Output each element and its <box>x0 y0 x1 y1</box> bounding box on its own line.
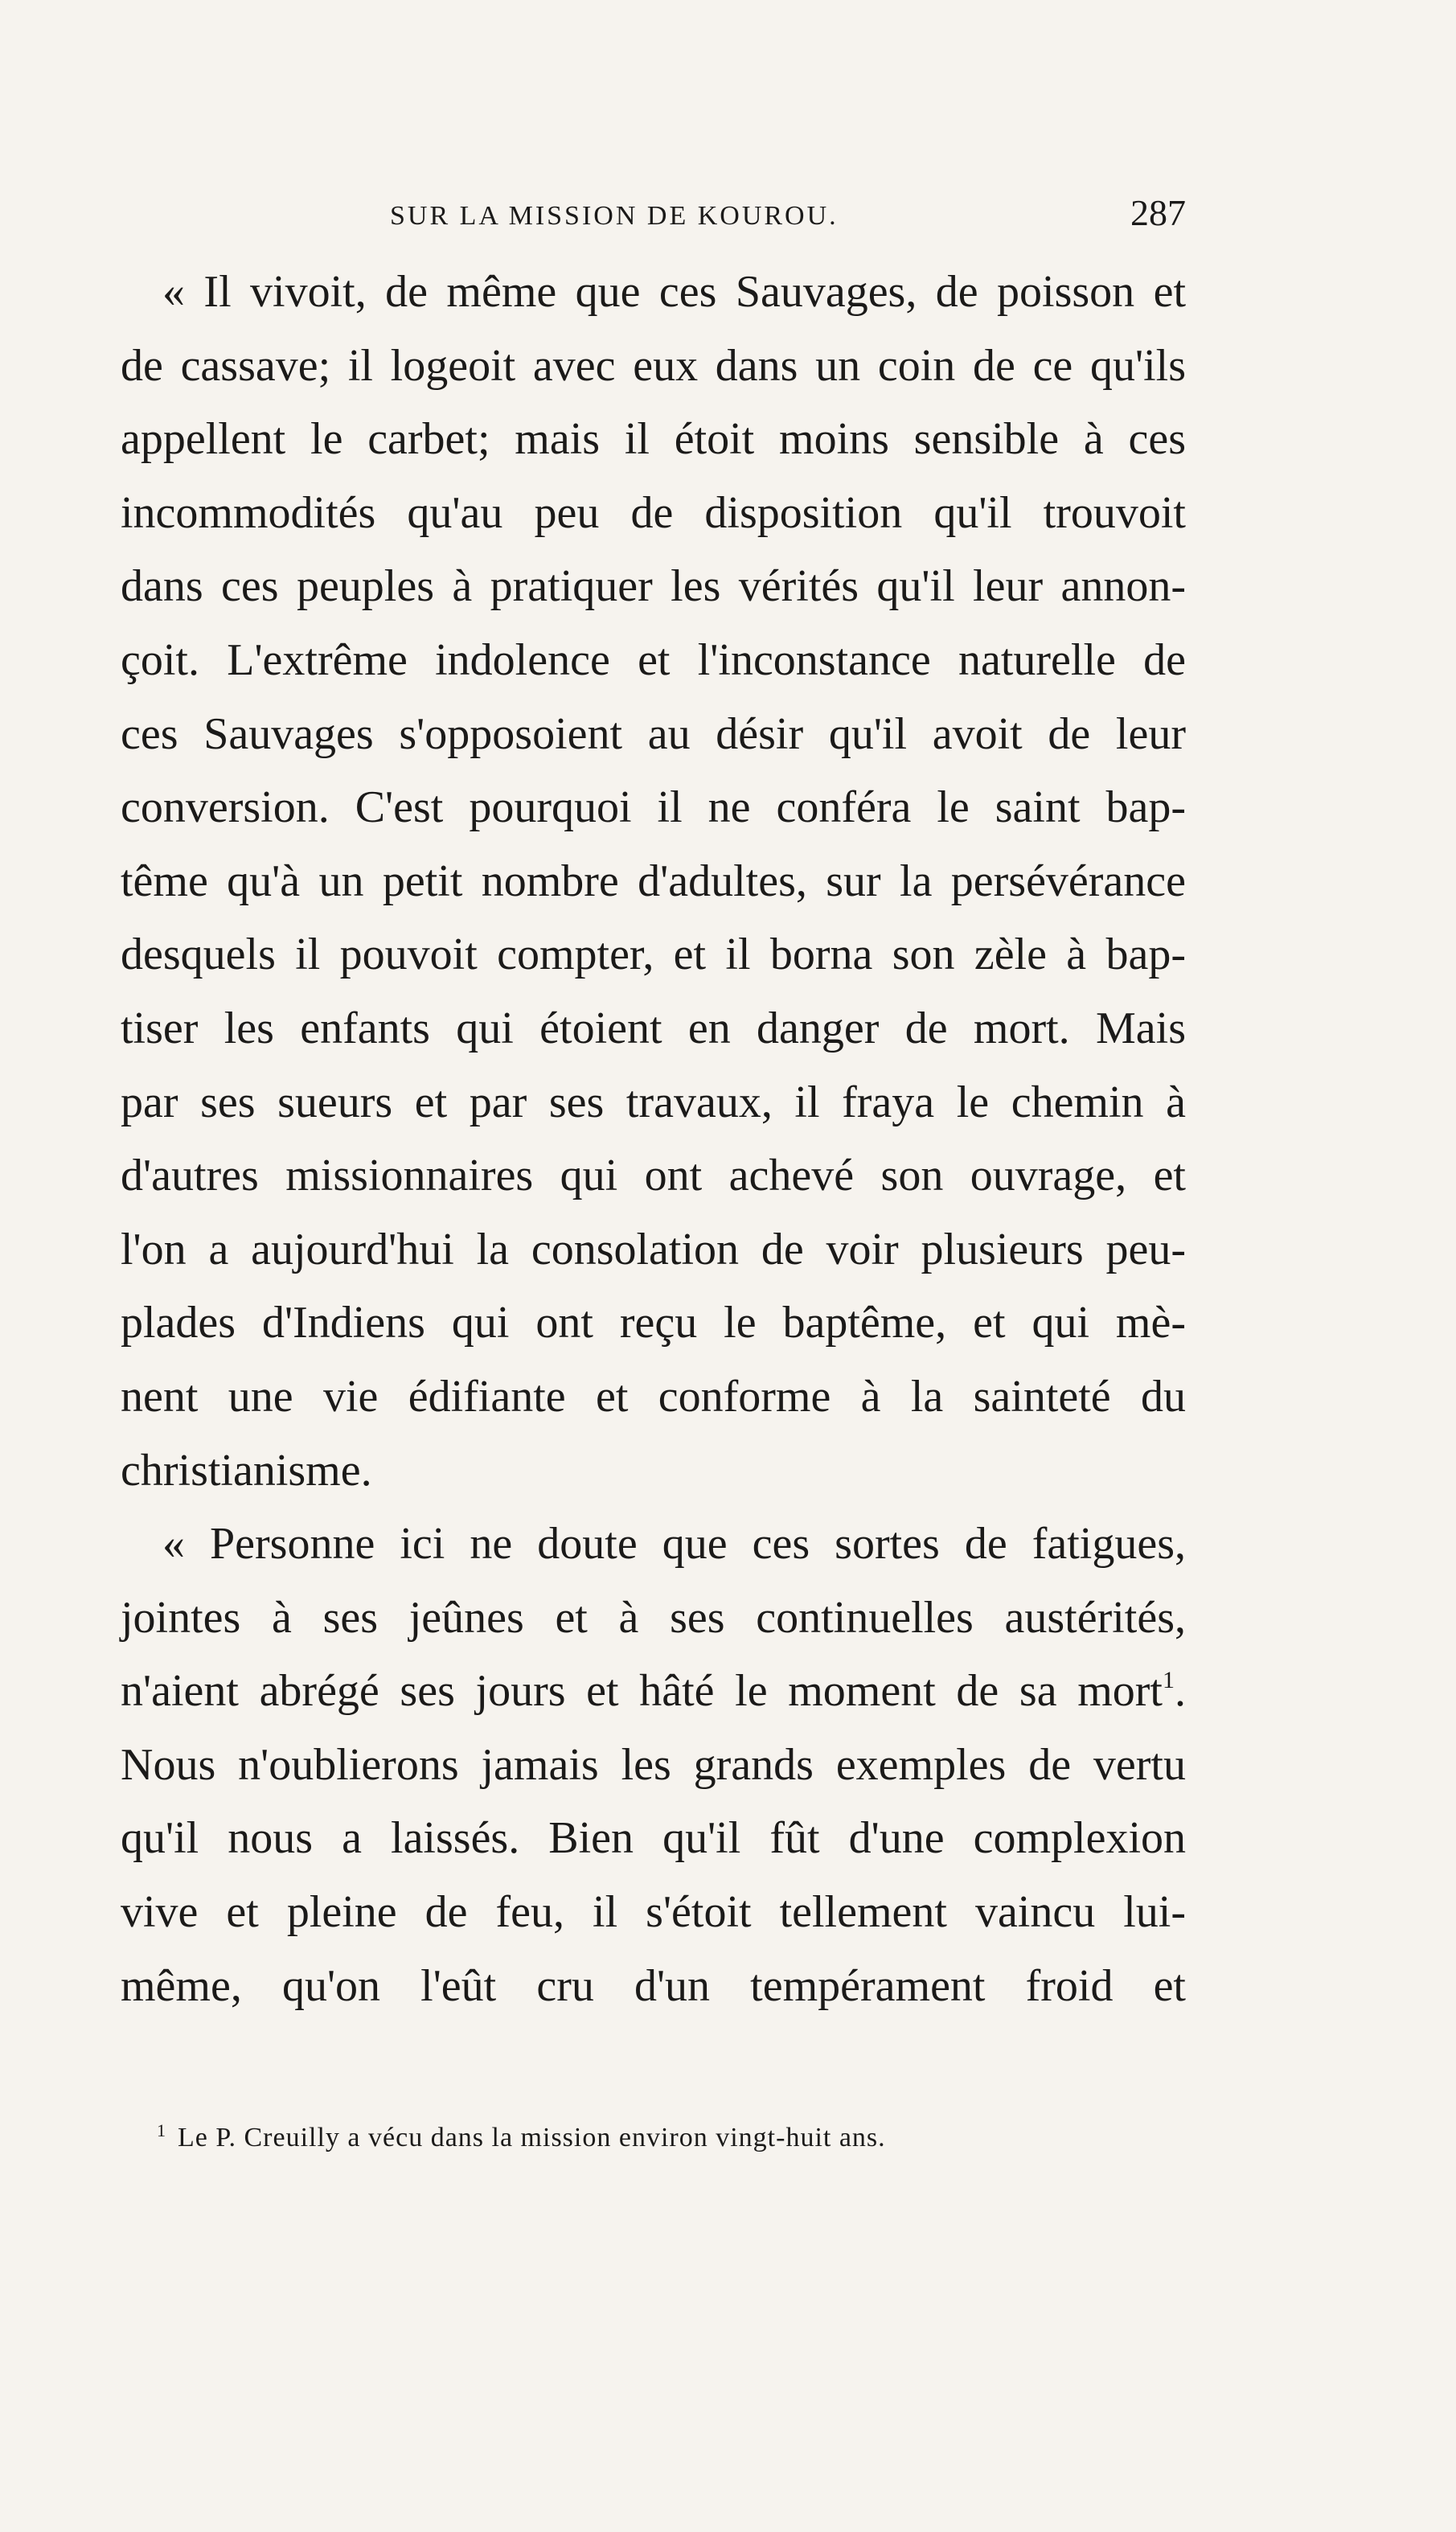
text-line: jointes à ses jeûnes et à ses continuelles austérités, <box>121 1592 1186 1643</box>
text-line: tiser les enfants qui étoient en danger de mort. Mais <box>121 1003 1186 1053</box>
footnote <box>157 2120 1105 2153</box>
text-line-content: n'aient abrégé ses jours et hâté le moment de sa mort <box>121 1666 1163 1717</box>
text-line: incommodités qu'au peu de disposition qu'il trouvoit <box>121 487 1186 538</box>
text-line: dans ces peuples à pratiquer les vérités qu'il leur annon- <box>121 561 1186 612</box>
text-line: desquels il pouvoit compter, et il borna son zèle à bap- <box>121 929 1186 980</box>
text-line: ces Sauvages s'opposoient au désir qu'il avoit de leur <box>121 708 1186 759</box>
footnote-text: Le P. Creuilly a vécu dans la mission environ vingt-huit ans. <box>178 2123 886 2152</box>
body-text <box>121 256 1186 2023</box>
footnote-reference[interactable]: 1 <box>1163 1667 1175 1694</box>
page-number: 287 <box>1130 192 1186 233</box>
text-line: qu'il nous a laissés. Bien qu'il fût d'une complexion <box>121 1813 1186 1864</box>
text-line: appellent le carbet; mais il étoit moins sensible à ces <box>121 414 1186 465</box>
running-head: SUR LA MISSION DE KOUROU. <box>390 201 839 231</box>
text-line: même, qu'on l'eût cru d'un tempérament froid et <box>121 1960 1186 2011</box>
text-line: « Personne ici ne doute que ces sortes de fatigues, <box>162 1519 1186 1570</box>
text-line-with-footnote: n'aient abrégé ses jours et hâté le moment de sa mort$^1$. <box>121 1666 1186 1717</box>
text-line: l'on a aujourd'hui la consolation de voir plusieurs peu- <box>121 1224 1186 1274</box>
footnote-marker: 1 <box>157 2120 166 2140</box>
text-line: « Il vivoit, de même que ces Sauvages, de poisson et <box>162 267 1186 317</box>
text-line: par ses sueurs et par ses travaux, il fraya le chemin à <box>121 1077 1186 1127</box>
text-line: de cassave; il logeoit avec eux dans un coin de ce qu'ils <box>121 340 1186 391</box>
text-line: tême qu'à un petit nombre d'adultes, sur la persévérance <box>121 856 1186 906</box>
text-line: d'autres missionnaires qui ont achevé son ouvrage, et <box>121 1151 1186 1201</box>
text-line: conversion. C'est pourquoi il ne conféra le saint bap- <box>121 782 1186 833</box>
text-line: plades d'Indiens qui ont reçu le baptême, et qui mè- <box>121 1298 1186 1348</box>
text-line: Nous n'oublierons jamais les grands exemples de vertu <box>121 1739 1186 1790</box>
text-line: christianisme. <box>121 1445 372 1496</box>
text-line: vive et pleine de feu, il s'étoit tellement vaincu lui- <box>121 1887 1186 1938</box>
page-header <box>121 187 1186 243</box>
text-line: çoit. L'extrême indolence et l'inconstance naturelle de <box>121 634 1186 685</box>
text-line: nent une vie édifiante et conforme à la sainteté du <box>121 1371 1186 1422</box>
